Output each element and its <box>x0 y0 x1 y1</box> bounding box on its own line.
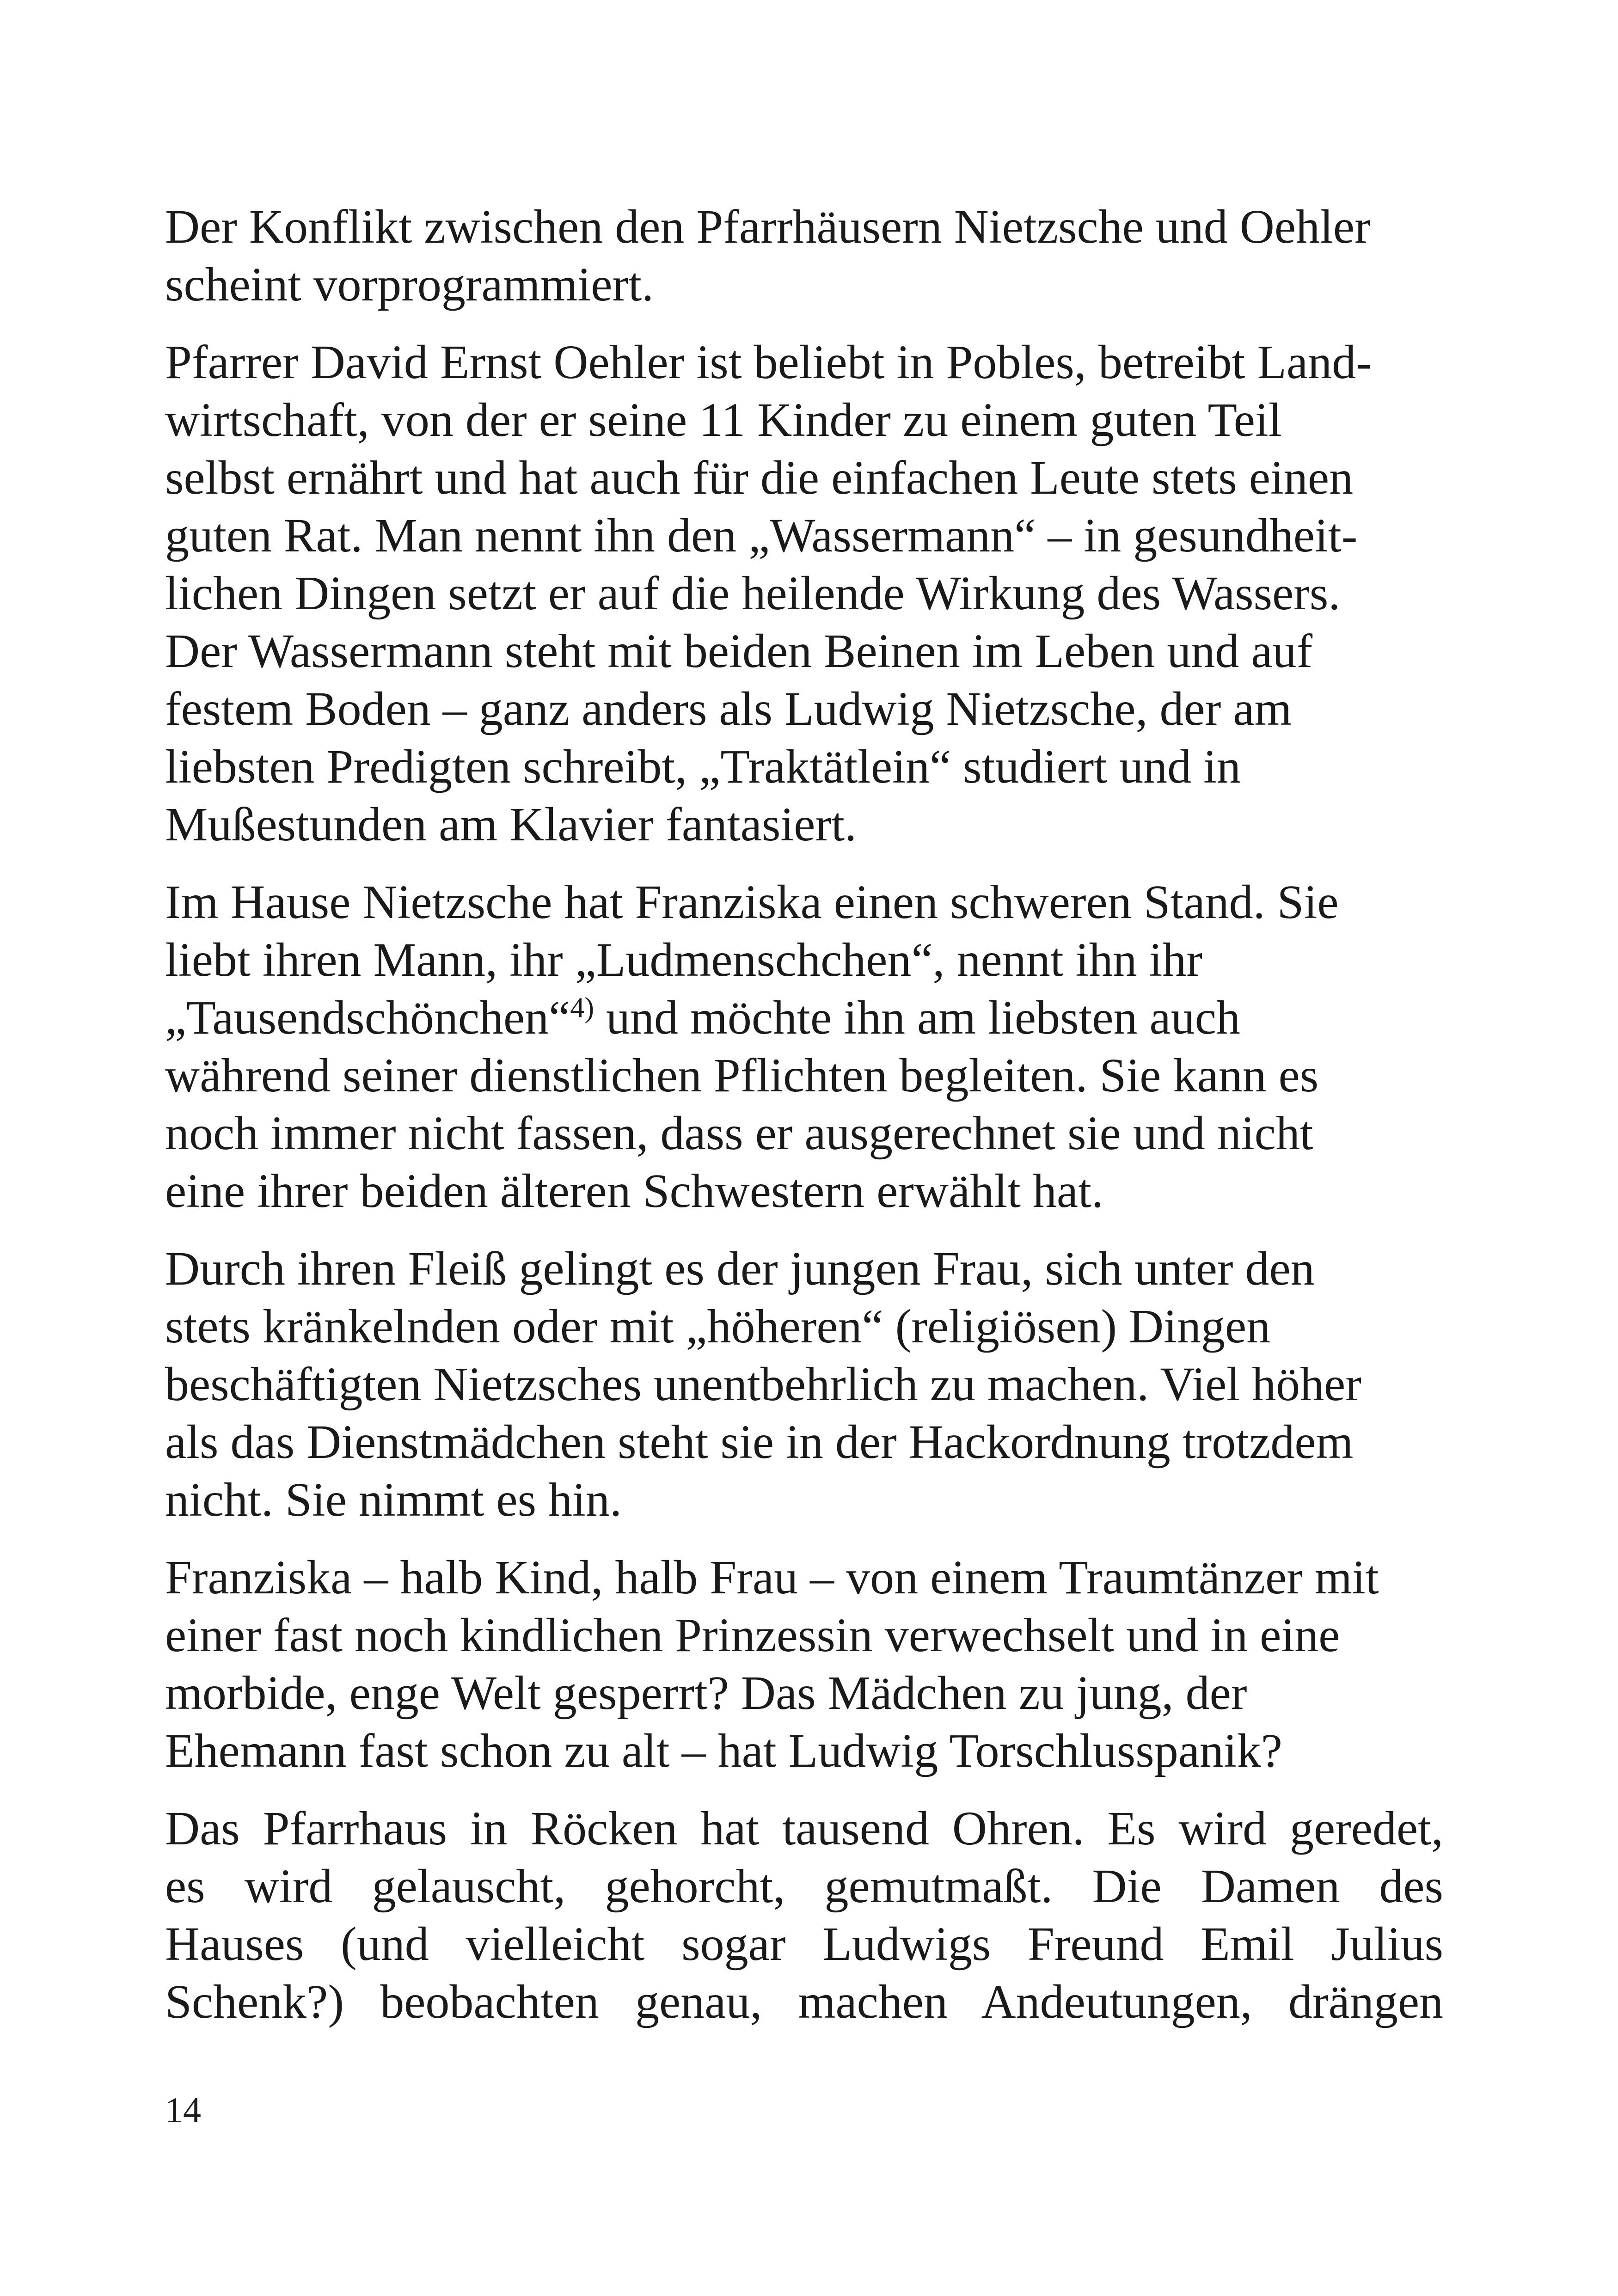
paragraph-pfarrhaus: Das Pfarrhaus in Röcken hat tausend Ohren. Es wird geredet, es wird gelauscht, gehorcht, gemutmaßt. Die Damen des Hauses (und vielleicht sogar Ludwigs Freund Emil Julius Schenk?) beobachten genau, machen Andeutungen, drängen <box>165 1802 1443 2028</box>
page-number: 14 <box>165 2090 201 2130</box>
footnote-reference: 4) <box>570 992 594 1024</box>
paragraph-fleiss: Durch ihren Fleiß gelingt es der jungen Frau, sich unter den stets kränkelnden oder mit „höheren“ (religiösen) Dingen beschäftigten Nietzsches unentbehrlich zu machen. Viel höher als das Dienstmädchen steht sie in der Hackordnung trotzdem nicht. Sie nimmt es hin. <box>165 1242 1361 1526</box>
paragraph-franziska-stand <box>165 873 1443 1220</box>
paragraph-traumtaenzer: Franziska – halb Kind, halb Frau – von einem Traumtänzer mit einer fast noch kindlichen Prinzessin verwechselt und in eine morbide, enge Welt gesperrt? Das Mädchen zu jung, der Ehemann fast schon zu alt – hat Ludwig Torschlusspanik? <box>165 1551 1379 1777</box>
paragraph-oehler: Pfarrer David Ernst Oehler ist beliebt in Pobles, betreibt Land- wirtschaft, von der er seine 11 Kinder zu einem guten Teil selbst ernährt und hat auch für die einfachen Leute stets einen guten Rat. Man nennt ihn den „Wassermann“ – in gesundheit- lichen Dingen setzt er auf die heilende Wirkung des Wassers. Der Wassermann steht mit beiden Beinen im Leben und auf festem Boden – ganz anders als Ludwig Nietzsche, der am liebsten Predigten schreibt, „Traktätlein“ studiert und in Mußestunden am Klavier fantasiert. <box>165 336 1372 851</box>
paragraph-text: Im Hause Nietzsche hat Franziska einen schweren Stand. Sie liebt ihren Mann, ihr „Ludmenschchen“, nennt ihn ihr „Tausendschönchen“ <box>165 876 1339 1044</box>
paragraph-konflikt: Der Konflikt zwischen den Pfarrhäusern Nietzsche und Oehler scheint vorprogrammiert. <box>165 200 1371 311</box>
paragraph-text: und möchte ihn am liebsten auch während seiner dienstlichen Pflichten begleiten. Sie kann es noch immer nicht fassen, dass er ausgerechnet sie und nicht eine ihrer beiden älteren Schwestern erwählt hat. <box>165 991 1319 1218</box>
body-text <box>165 198 1443 2031</box>
